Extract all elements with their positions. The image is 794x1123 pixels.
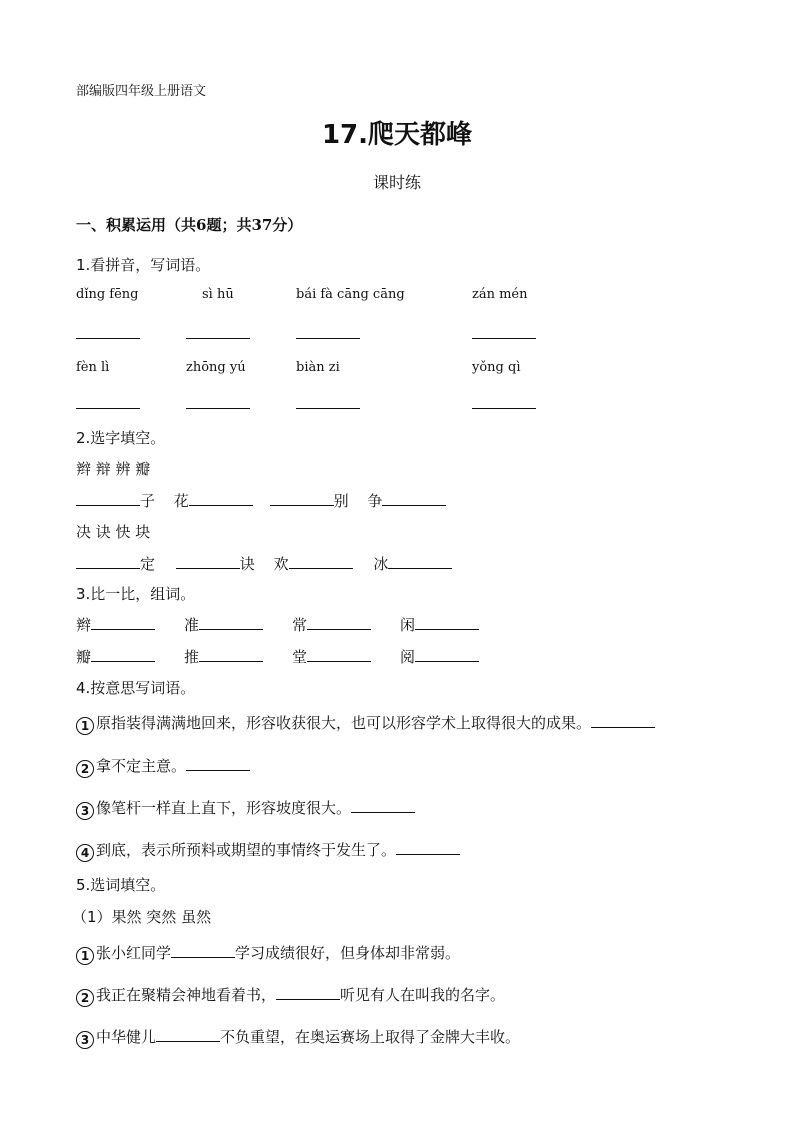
pinyin-1-2: sì hū bbox=[202, 287, 234, 302]
answer-blank[interactable] bbox=[415, 617, 479, 630]
pinyin-1-4: zán mén bbox=[472, 287, 528, 302]
lesson-title: 17.爬天都峰 bbox=[321, 120, 473, 150]
section-heading: 一、积累运用（共6题；共37分） bbox=[76, 216, 303, 234]
answer-blank[interactable] bbox=[76, 408, 140, 409]
answer-blank[interactable] bbox=[199, 649, 263, 662]
answer-blank[interactable] bbox=[591, 715, 655, 728]
question-2-prompt: 2.选字填空。 bbox=[76, 429, 166, 447]
compare-item: 常 bbox=[292, 614, 371, 635]
word-options: （1）果然 突然 虽然 bbox=[72, 908, 212, 926]
compare-item: 辫 bbox=[76, 614, 155, 635]
char-options-1: 辫 辩 辨 瓣 bbox=[76, 460, 151, 478]
answer-blank[interactable] bbox=[289, 556, 353, 569]
answer-blank[interactable] bbox=[276, 987, 340, 1000]
question-3-prompt: 3.比一比，组词。 bbox=[76, 585, 196, 603]
answer-blank[interactable] bbox=[270, 493, 334, 506]
answer-blank[interactable] bbox=[186, 758, 250, 771]
compare-item: 准 bbox=[184, 614, 263, 635]
circled-number: 1 bbox=[76, 947, 94, 965]
answer-blank[interactable] bbox=[76, 338, 140, 339]
definition-item: 2 拿不定主意。 bbox=[76, 755, 250, 778]
answer-blank[interactable] bbox=[199, 617, 263, 630]
answer-blank[interactable] bbox=[382, 493, 446, 506]
answer-blank[interactable] bbox=[176, 556, 240, 569]
answer-blank[interactable] bbox=[76, 556, 140, 569]
answer-blank[interactable] bbox=[91, 617, 155, 630]
answer-blank[interactable] bbox=[189, 493, 253, 506]
fill-word: 别 bbox=[333, 492, 349, 510]
pinyin-2-4: yǒng qì bbox=[472, 360, 521, 375]
pinyin-2-3: biàn zi bbox=[296, 360, 340, 375]
definition-item: 4 到底，表示所预料或期望的事情终于发生了。 bbox=[76, 839, 460, 862]
lesson-subtitle: 课时练 bbox=[372, 173, 421, 192]
pinyin-1-3: bái fà cāng cāng bbox=[296, 287, 405, 302]
sentence-item: 1 张小红同学 学习成绩很好，但身体却非常弱。 bbox=[76, 942, 460, 965]
grade-subject-label: 部编版四年级上册语文 bbox=[76, 84, 207, 99]
answer-blank[interactable] bbox=[76, 493, 140, 506]
circled-number: 3 bbox=[76, 802, 94, 820]
question-4-prompt: 4.按意思写词语。 bbox=[76, 679, 196, 697]
fill-line-2 bbox=[76, 553, 452, 574]
fill-word: 冰 bbox=[373, 555, 389, 573]
fill-word: 争 bbox=[367, 492, 383, 510]
circled-number: 4 bbox=[76, 844, 94, 862]
definition-item: 1 原指装得满满地回来，形容收获很大，也可以形容学术上取得很大的成果。 bbox=[76, 712, 655, 735]
fill-word: 诀 bbox=[239, 555, 255, 573]
answer-blank[interactable] bbox=[186, 408, 250, 409]
compare-item: 阅 bbox=[400, 646, 479, 667]
answer-blank[interactable] bbox=[307, 617, 371, 630]
pinyin-2-2: zhōng yú bbox=[186, 360, 246, 375]
circled-number: 2 bbox=[76, 989, 94, 1007]
sentence-item: 3 中华健儿 不负重望，在奥运赛场上取得了金牌大丰收。 bbox=[76, 1026, 520, 1049]
circled-number: 1 bbox=[76, 717, 94, 735]
answer-blank[interactable] bbox=[472, 338, 536, 339]
sentence-item: 2 我正在聚精会神地看着书， 听见有人在叫我的名字。 bbox=[76, 984, 505, 1007]
compare-item: 瓣 bbox=[76, 646, 155, 667]
answer-blank[interactable] bbox=[472, 408, 536, 409]
answer-blank[interactable] bbox=[91, 649, 155, 662]
fill-word: 子 bbox=[140, 492, 156, 510]
pinyin-1-1: dǐng fēng bbox=[76, 287, 139, 302]
circled-number: 2 bbox=[76, 760, 94, 778]
fill-word: 欢 bbox=[273, 555, 289, 573]
fill-word: 定 bbox=[140, 555, 156, 573]
answer-blank[interactable] bbox=[171, 945, 235, 958]
circled-number: 3 bbox=[76, 1031, 94, 1049]
char-options-2: 决 诀 快 块 bbox=[76, 523, 151, 541]
pinyin-2-1: fèn lì bbox=[76, 360, 110, 375]
fill-line-1 bbox=[76, 490, 446, 511]
fill-word: 花 bbox=[173, 492, 189, 510]
answer-blank[interactable] bbox=[296, 338, 360, 339]
compare-item: 闲 bbox=[400, 614, 479, 635]
compare-item: 堂 bbox=[292, 646, 371, 667]
compare-item: 推 bbox=[184, 646, 263, 667]
question-5-prompt: 5.选词填空。 bbox=[76, 876, 166, 894]
answer-blank[interactable] bbox=[351, 800, 415, 813]
answer-blank[interactable] bbox=[307, 649, 371, 662]
answer-blank[interactable] bbox=[396, 842, 460, 855]
answer-blank[interactable] bbox=[186, 338, 250, 339]
answer-blank[interactable] bbox=[156, 1029, 220, 1042]
answer-blank[interactable] bbox=[388, 556, 452, 569]
question-1-prompt: 1.看拼音，写词语。 bbox=[76, 256, 211, 274]
definition-item: 3 像笔杆一样直上直下，形容坡度很大。 bbox=[76, 797, 415, 820]
answer-blank[interactable] bbox=[296, 408, 360, 409]
answer-blank[interactable] bbox=[415, 649, 479, 662]
